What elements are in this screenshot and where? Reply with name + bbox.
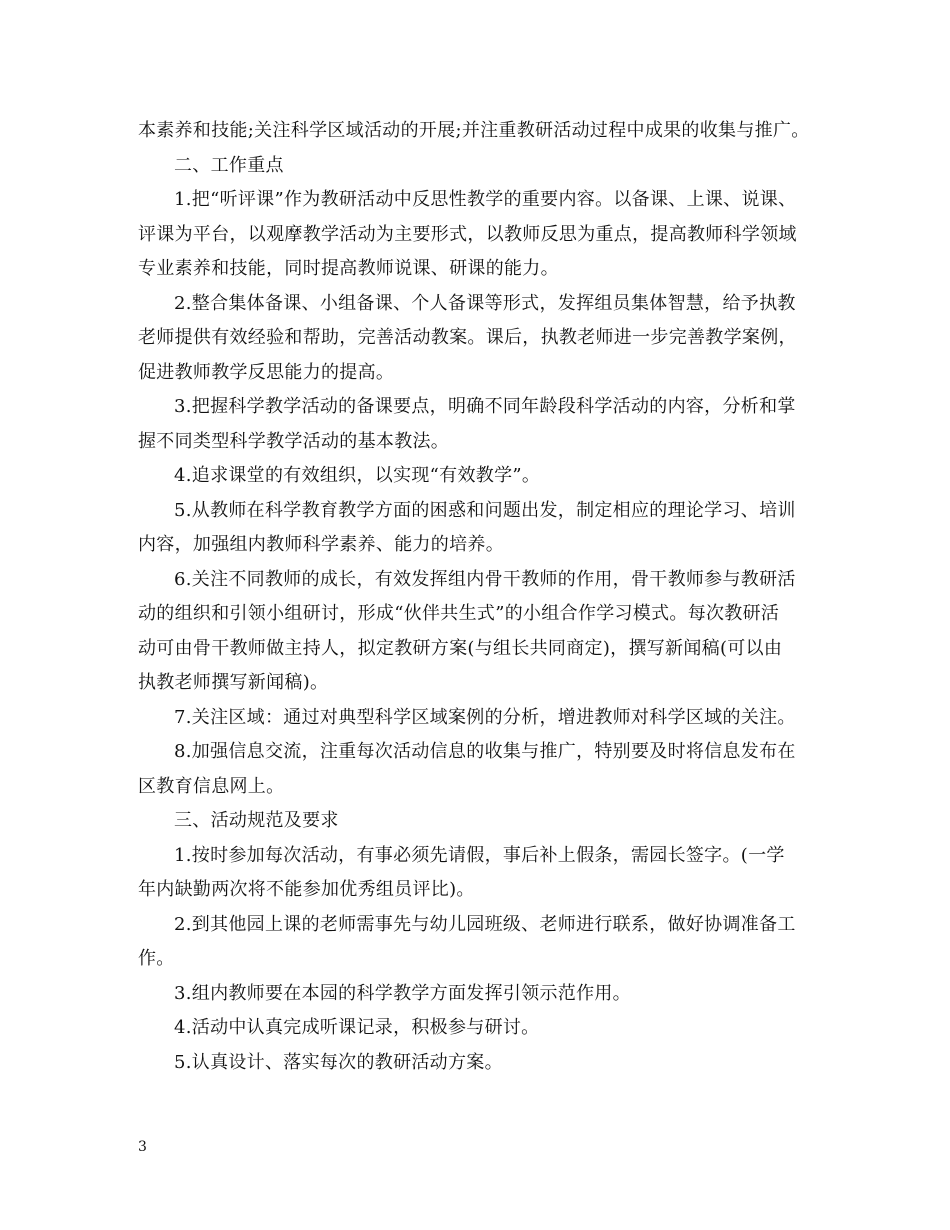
text-line: 5.认真设计、落实每次的教研活动方案。 [174,1051,503,1073]
text-line: 握不同类型科学教学活动的基本教法。 [138,430,450,452]
text-line: 评课为平台，以观摩教学活动为主要形式，以教师反思为重点，提高教师科学领域 [138,223,797,245]
text-line: 执教老师撰写新闻稿)。 [138,672,329,693]
text-line: 2.整合集体备课、小组备课、个人备课等形式，发挥组员集体智慧，给予执教 [174,292,796,314]
text-line: 动可由骨干教师做主持人，拟定教研方案(与组长共同商定)，撰写新闻稿(可以由 [138,637,783,659]
text-line: 1.按时参加每次活动，有事必须先请假，事后补上假条，需园长签字。(一学 [174,844,785,866]
text-line: 动的组织和引领小组研讨，形成“伙伴共生式”的小组合作学习模式。每次教研活 [138,603,780,624]
document-body [138,114,818,1080]
text-line: 年内缺勤两次将不能参加优秀组员评比)。 [138,879,475,900]
text-line: 7.关注区域：通过对典型科学区域案例的分析，增进教师对科学区域的关注。 [174,706,796,728]
text-line: 区教育信息网上。 [138,775,285,797]
section-heading: 二、工作重点 [174,154,284,176]
text-line: 2.到其他园上课的老师需事先与幼儿园班级、老师进行联系，做好协调准备工 [174,913,796,935]
text-line: 4.活动中认真完成听课记录，积极参与研讨。 [174,1017,540,1038]
text-line: 老师提供有效经验和帮助，完善活动教案。课后，执教老师进一步完善教学案例， [138,327,797,348]
text-line: 8.加强信息交流，注重每次活动信息的收集与推广，特别要及时将信息发布在 [174,741,796,762]
text-line: 作。 [138,948,175,969]
text-line: 3.组内教师要在本园的科学教学方面发挥引领示范作用。 [174,982,631,1004]
text-line: 3.把握科学教学活动的备课要点，明确不同年龄段科学活动的内容，分析和掌 [174,396,796,417]
page-number: 3 [138,1139,147,1155]
text-line: 专业素养和技能，同时提高教师说课、研课的能力。 [138,258,559,279]
text-line: 内容，加强组内教师科学素养、能力的培养。 [138,534,504,555]
text-line: 4.追求课堂的有效组织，以实现“有效教学”。 [174,465,541,486]
text-line: 本素养和技能;关注科学区域活动的开展;并注重教研活动过程中成果的收集与推广。 [138,120,810,141]
text-line: 促进教师教学反思能力的提高。 [138,361,395,383]
text-line: 5.从教师在科学教育教学方面的困惑和问题出发，制定相应的理论学习、培训 [174,499,796,521]
text-line: 1.把“听评课”作为教研活动中反思性教学的重要内容。以备课、上课、说课、 [174,189,797,210]
text-line: 6.关注不同教师的成长，有效发挥组内骨干教师的作用，骨干教师参与教研活 [174,568,796,590]
section-heading: 三、活动规范及要求 [174,810,339,831]
